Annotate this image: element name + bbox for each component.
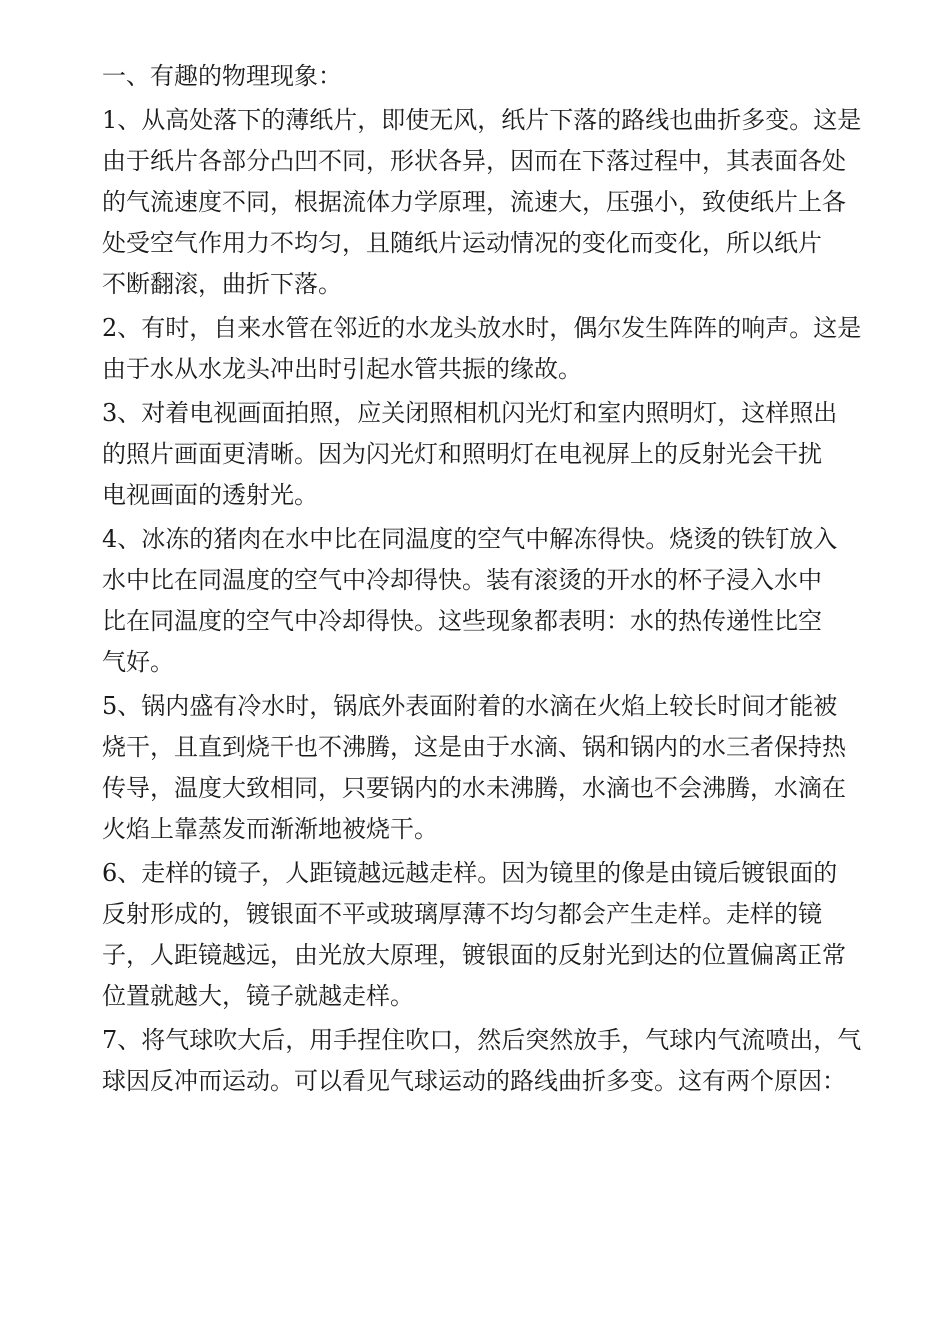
paragraph-5 bbox=[102, 686, 872, 850]
document-body bbox=[102, 56, 872, 1102]
paragraph-line: 由于纸片各部分凸凹不同，形状各异，因而在下落过程中，其表面各处 bbox=[102, 147, 846, 175]
paragraph-4 bbox=[102, 519, 872, 683]
paragraph-7 bbox=[102, 1020, 872, 1102]
paragraph-line: 不断翻滚，曲折下落。 bbox=[102, 270, 342, 298]
paragraph-line: 比在同温度的空气中冷却得快。这些现象都表明：水的热传递性比空 bbox=[102, 607, 822, 635]
paragraph-line: 电视画面的透射光。 bbox=[102, 481, 318, 509]
paragraph-line: 火焰上靠蒸发而渐渐地被烧干。 bbox=[102, 815, 438, 843]
paragraph-line: 2、有时，自来水管在邻近的水龙头放水时，偶尔发生阵阵的响声。这是 bbox=[102, 314, 862, 342]
paragraph-line: 反射形成的，镀银面不平或玻璃厚薄不均匀都会产生走样。走样的镜 bbox=[102, 900, 822, 928]
paragraph-line: 球因反冲而运动。可以看见气球运动的路线曲折多变。这有两个原因： bbox=[102, 1067, 846, 1095]
paragraph-line: 5、锅内盛有冷水时，锅底外表面附着的水滴在火焰上较长时间才能被 bbox=[102, 692, 838, 720]
paragraph-line: 气好。 bbox=[102, 648, 174, 676]
paragraph-line: 位置就越大，镜子就越走样。 bbox=[102, 982, 414, 1010]
paragraph-line: 7、将气球吹大后，用手捏住吹口，然后突然放手，气球内气流喷出，气 bbox=[102, 1026, 862, 1054]
paragraph-1 bbox=[102, 100, 872, 305]
paragraph-line: 传导，温度大致相同，只要锅内的水未沸腾，水滴也不会沸腾，水滴在 bbox=[102, 774, 846, 802]
paragraph-line: 的气流速度不同，根据流体力学原理，流速大，压强小，致使纸片上各 bbox=[102, 188, 846, 216]
paragraph-line: 1、从高处落下的薄纸片，即使无风，纸片下落的路线也曲折多变。这是 bbox=[102, 106, 862, 134]
paragraph-line: 3、对着电视画面拍照，应关闭照相机闪光灯和室内照明灯，这样照出 bbox=[102, 399, 838, 427]
paragraph-line: 水中比在同温度的空气中冷却得快。装有滚烫的开水的杯子浸入水中 bbox=[102, 566, 822, 594]
section-heading: 一、有趣的物理现象： bbox=[102, 62, 342, 90]
paragraph-line: 6、走样的镜子，人距镜越远越走样。因为镜里的像是由镜后镀银面的 bbox=[102, 859, 838, 887]
paragraph-line: 处受空气作用力不均匀，且随纸片运动情况的变化而变化，所以纸片 bbox=[102, 229, 822, 257]
paragraph-6 bbox=[102, 853, 872, 1017]
paragraph-line: 的照片画面更清晰。因为闪光灯和照明灯在电视屏上的反射光会干扰 bbox=[102, 440, 822, 468]
paragraph-line: 子，人距镜越远，由光放大原理，镀银面的反射光到达的位置偏离正常 bbox=[102, 941, 846, 969]
paragraph-line: 烧干，且直到烧干也不沸腾，这是由于水滴、锅和锅内的水三者保持热 bbox=[102, 733, 846, 761]
paragraph-line: 4、冰冻的猪肉在水中比在同温度的空气中解冻得快。烧烫的铁钉放入 bbox=[102, 525, 838, 553]
paragraph-2 bbox=[102, 308, 872, 390]
paragraph-3 bbox=[102, 393, 872, 516]
paragraph-line: 由于水从水龙头冲出时引起水管共振的缘故。 bbox=[102, 355, 582, 383]
